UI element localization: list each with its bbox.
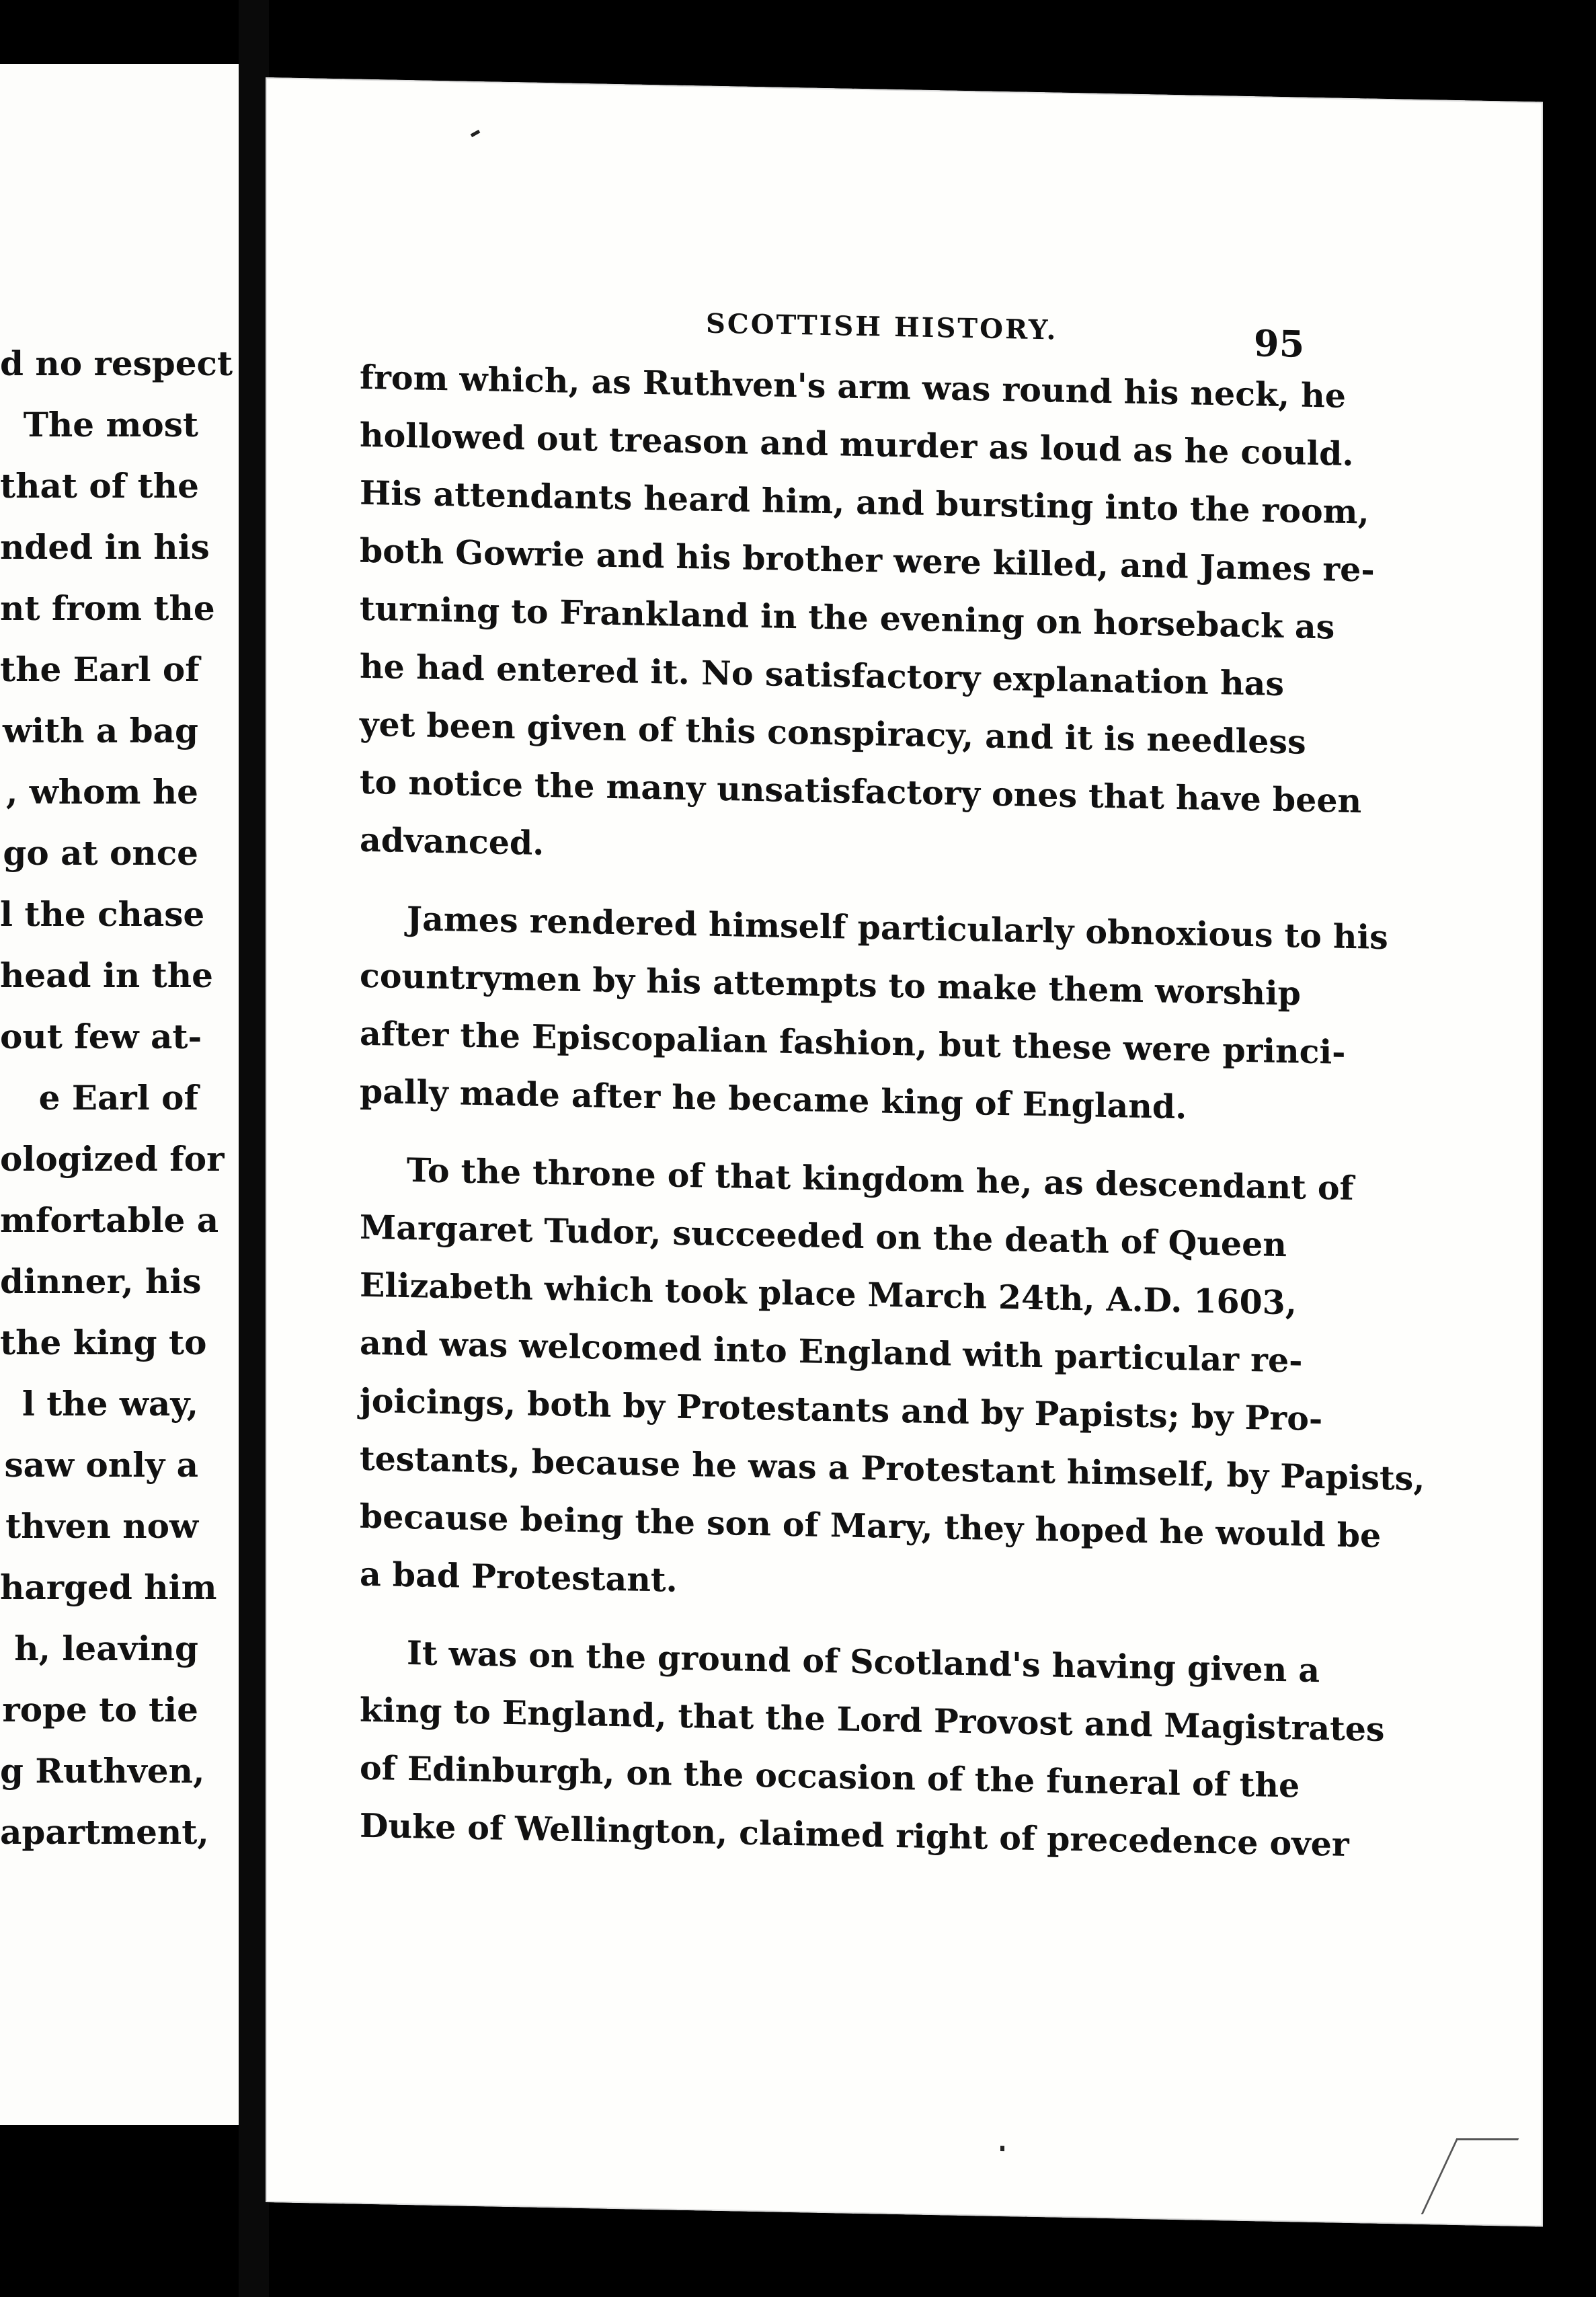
page-number: 95 — [1254, 321, 1305, 366]
left-page-line: g Ruthven, — [0, 1751, 205, 1791]
paragraph — [360, 889, 1388, 1138]
left-page-line: the king to — [0, 1323, 207, 1362]
text-line: His attendants heard him, and bursting into the room, — [360, 473, 1369, 532]
left-page-line: dinner, his — [0, 1261, 202, 1301]
text-line: hollowed out treason and murder as loud as he could. — [360, 415, 1354, 474]
book-gutter — [239, 0, 269, 2297]
text-line: To the throne of that kingdom he, as descendant of — [407, 1151, 1354, 1208]
paragraph — [360, 1623, 1385, 1872]
left-page-line: ologized for — [0, 1139, 225, 1179]
left-page-line: rope to tie — [2, 1690, 198, 1729]
text-line: Elizabeth which took place March 24th, A.D. 1603, — [360, 1265, 1297, 1323]
paragraph — [360, 348, 1375, 886]
left-page-line: head in the — [0, 956, 213, 995]
text-line: yet been given of this conspiracy, and it is needless — [360, 704, 1306, 762]
left-page-line: apartment, — [0, 1812, 209, 1852]
text-line: advanced. — [360, 820, 545, 863]
text-line: turning to Frankland in the evening on horseback as — [360, 588, 1335, 647]
text-line: Margaret Tudor, succeeded on the death of Queen — [360, 1207, 1287, 1265]
left-page-line: nt from the — [0, 588, 215, 628]
left-page-line: go at once — [3, 833, 198, 873]
paragraph — [360, 1140, 1425, 1621]
left-page-line: nded in his — [0, 527, 210, 567]
text-line: joicings, both by Protestants and by Papists; by Pro- — [360, 1380, 1323, 1439]
right-page — [266, 77, 1543, 2226]
left-page-line: , whom he — [5, 772, 198, 812]
text-line: It was on the ground of Scotland's having given a — [407, 1633, 1320, 1690]
left-page-line: e Earl of — [38, 1078, 198, 1118]
text-line: countrymen by his attempts to make them worship — [360, 956, 1301, 1013]
left-page-line: h, leaving — [14, 1629, 198, 1668]
text-line: to notice the many unsatisfactory ones that have been — [360, 762, 1362, 821]
ink-speck — [1000, 2146, 1004, 2151]
running-head: SCOTTISH HISTORY. — [706, 307, 1058, 346]
left-page-line: that of the — [0, 466, 199, 506]
text-line: from which, as Ruthven's arm was round his neck, he — [360, 357, 1346, 416]
text-line: a bad Protestant. — [360, 1554, 678, 1600]
text-line: he had entered it. No satisfactory explanation has — [360, 646, 1284, 704]
left-page-line: The most — [23, 405, 198, 444]
left-page-line: thven now — [5, 1506, 198, 1546]
text-line: Duke of Wellington, claimed right of precedence over — [360, 1805, 1349, 1864]
left-page-line: saw only a — [4, 1445, 198, 1485]
text-line: king to England, that the Lord Provost and Magistrates — [360, 1690, 1385, 1749]
text-line: pally made after he became king of England. — [360, 1071, 1187, 1127]
text-line: after the Episcopalian fashion, but these were princi- — [360, 1013, 1346, 1072]
left-page-line: d no respect — [0, 344, 233, 383]
left-page-line: l the chase — [0, 894, 205, 934]
text-line: testants, because he was a Protestant himself, by Papists, — [360, 1438, 1425, 1499]
text-line: because being the son of Mary, they hoped he would be — [360, 1496, 1382, 1555]
text-line: James rendered himself particularly obnoxious to his — [407, 899, 1388, 958]
left-page — [0, 64, 239, 2125]
ink-speck — [471, 130, 481, 137]
left-page-text — [0, 333, 233, 1863]
text-line: of Edinburgh, on the occasion of the funeral of the — [360, 1748, 1300, 1805]
text-line: and was welcomed into England with particular re- — [360, 1323, 1303, 1380]
left-page-line: out few at- — [0, 1017, 202, 1056]
left-page-line: mfortable a — [0, 1200, 219, 1240]
left-page-line: harged him — [0, 1567, 217, 1607]
text-line: both Gowrie and his brother were killed, and James re- — [360, 531, 1375, 590]
left-page-line: the Earl of — [0, 650, 200, 689]
left-page-line: with a bag — [2, 711, 198, 750]
left-page-line: l the way, — [22, 1384, 198, 1424]
page-body-text — [360, 348, 1425, 1872]
